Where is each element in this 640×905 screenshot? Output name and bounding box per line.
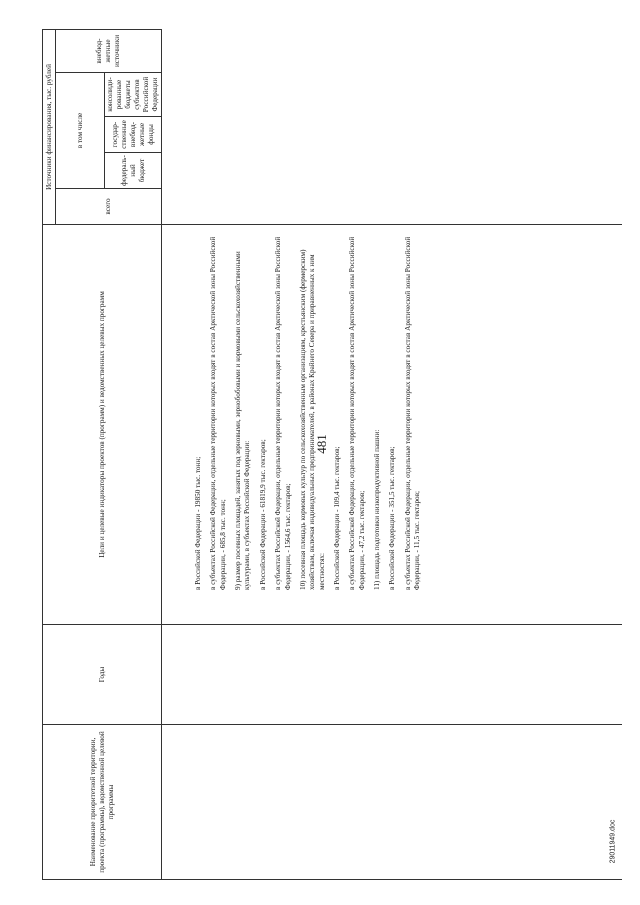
header-total: всего bbox=[56, 189, 162, 225]
goal-line: в Российской Федерации - 109,4 тыс. гектаров; bbox=[332, 446, 341, 590]
header-extra: внебюд-жетные источники bbox=[56, 29, 162, 72]
header-goals: Цели и целевые индикаторы проектов (программ) и ведомственных целевых программ bbox=[43, 225, 162, 625]
divider-name-years bbox=[42, 724, 622, 725]
header-funding: Источники финансирования, тыс. рублей bbox=[43, 29, 56, 224]
left-border bbox=[42, 879, 622, 880]
goal-line: 11) площадь подготовки низкопродуктивной пашни: bbox=[373, 429, 382, 590]
header-name: Наименование приоритетной территории, проекта (программы), ведомственной целевой программы bbox=[43, 725, 162, 880]
goal-line: 9) размер посевных площадей, занятых под зерновыми, зернобобовыми и кормовыми сельскохозяйственными культурами, в субъектах Российской Федерации: bbox=[234, 251, 252, 590]
goal-line: в субъектах Российской Федерации, отдельные территории которых входят в состав Арктической зоны Российской Федерации, - 1564,6 тыс. гектаров; bbox=[274, 236, 292, 590]
footer-doc-code: 29011949.doc bbox=[609, 819, 617, 864]
header-regional: консолиди-рованные бюджеты субъектов Российской Федерации bbox=[105, 73, 162, 117]
goal-line: в Российской Федерации - 19850 тыс. тонн; bbox=[194, 456, 202, 590]
goal-line: в Российской Федерации - 351,5 тыс. гектаров; bbox=[388, 446, 397, 590]
goal-line: в субъектах Российской Федерации, отдельные территории которых входят в состав Арктической зоны Российской Федерации, - 47,2 тыс. гектаров; bbox=[348, 236, 366, 590]
goal-line: в Российской Федерации - 61819,9 тыс. гектаров; bbox=[258, 439, 267, 590]
funding-table bbox=[42, 29, 162, 880]
goal-line: в субъектах Российской Федерации, отдельные территории которых входят в состав Арктической зоны Российской Федерации, - 11,5 тыс. гектаров; bbox=[403, 236, 422, 590]
header-state-funds: государ-ственные внебюд-жетные фонды bbox=[105, 117, 162, 153]
goal-line: в субъектах Российской Федерации, отдельные территории которых входят в состав Арктической зоны Российской Федерации, - 685,8 тыс. тонн; bbox=[209, 236, 227, 590]
header-including: в том числе bbox=[56, 73, 105, 189]
goals-text bbox=[194, 230, 428, 590]
goal-line: 10) посевная площадь кормовых культур по сельскохозяйственным организациям, крестьянским (фермерским) хозяйствам, включая индивидуальных предпринимателей, в районах Крайнего Севера и приравненных к ним местностях: bbox=[298, 249, 326, 590]
header-federal: федераль-ный бюджет bbox=[105, 153, 162, 189]
header-years: Годы bbox=[43, 625, 162, 725]
landscape-table-area bbox=[42, 30, 622, 880]
page-number: 481 bbox=[313, 434, 329, 454]
divider-goals-funding bbox=[42, 224, 622, 225]
divider-years-goals bbox=[42, 624, 622, 625]
